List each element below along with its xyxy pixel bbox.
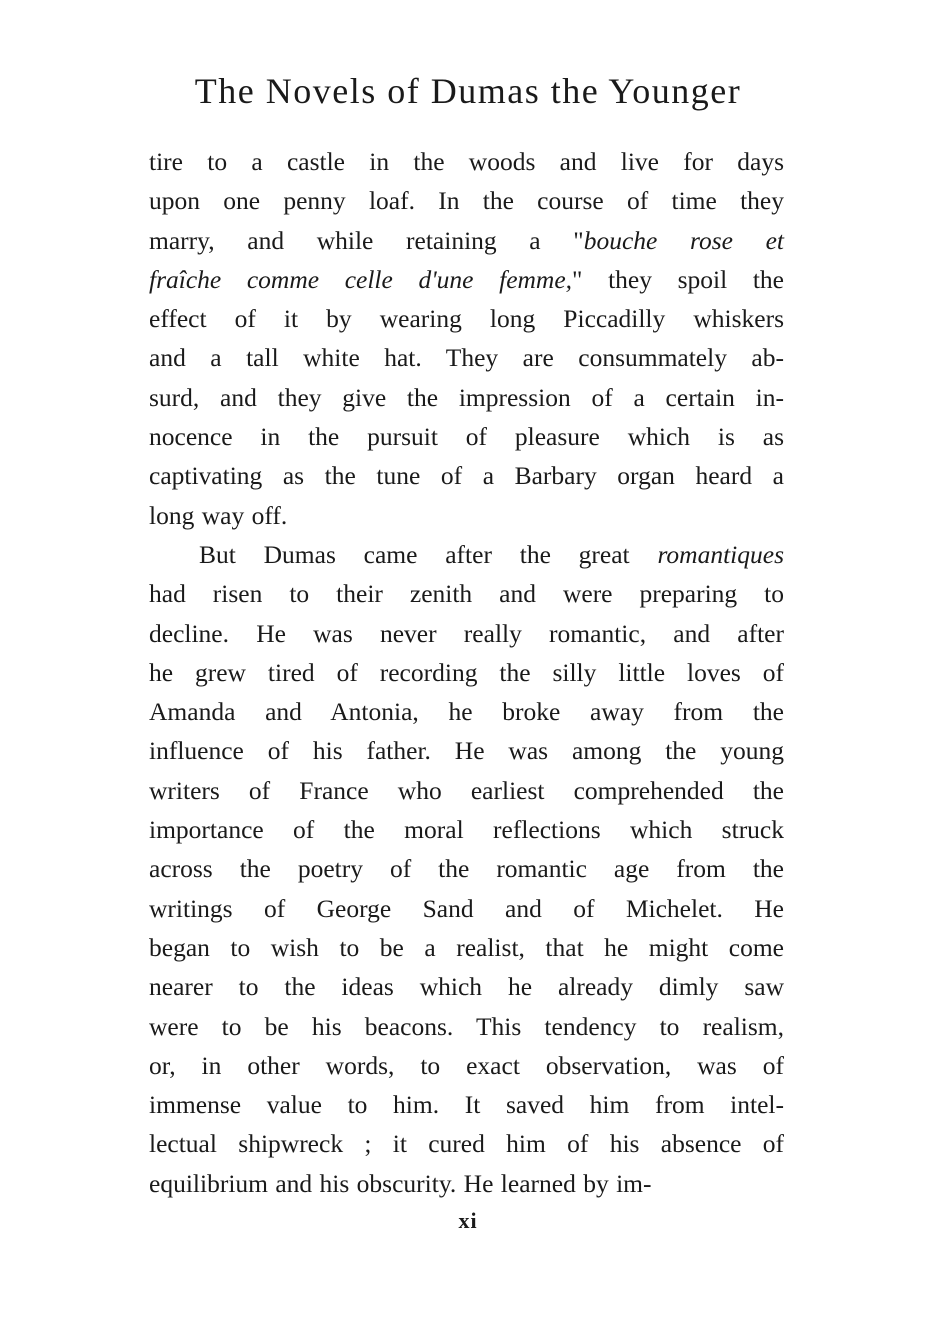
- text-run: nocence in the pursuit of pleasure which is as: [149, 422, 784, 452]
- text-line: [149, 614, 784, 653]
- text-run: lectual shipwreck ; it cured him of his absence of: [149, 1129, 784, 1159]
- text-line: [149, 417, 784, 456]
- text-line: [149, 221, 784, 260]
- text-line: [149, 142, 784, 181]
- text-run: decline. He was never really romantic, and after: [149, 618, 784, 648]
- text-line: [149, 810, 784, 849]
- text-line: [149, 1046, 784, 1085]
- page-body: [149, 142, 784, 1203]
- text-run: writings of George Sand and of Michelet. He: [149, 893, 784, 923]
- text-line: [149, 299, 784, 338]
- text-run: had risen to their zenith and were preparing to: [149, 579, 784, 609]
- text-line: [149, 338, 784, 377]
- text-run: long way off.: [149, 500, 288, 530]
- text-run: writers of France who earliest comprehended the: [149, 775, 784, 805]
- text-line: [149, 1164, 784, 1203]
- text-line: [149, 181, 784, 220]
- text-run: equilibrium and his obscurity. He learned by im-: [149, 1168, 652, 1198]
- paragraph-dumas-realism: [149, 535, 784, 1203]
- text-run: and a tall white hat. They are consummately ab-: [149, 343, 784, 373]
- italic-phrase: bouche rose et: [583, 225, 784, 255]
- text-run: importance of the moral reflections which struck: [149, 815, 784, 845]
- text-run: " they spoil the: [572, 264, 784, 294]
- text-run: upon one penny loaf. In the course of time they: [149, 186, 784, 216]
- text-line: [149, 928, 784, 967]
- text-line: [149, 378, 784, 417]
- text-run: nearer to the ideas which he already dimly saw: [149, 972, 784, 1002]
- text-run: marry, and while retaining a ": [149, 225, 584, 255]
- text-run: effect of it by wearing long Piccadilly whiskers: [149, 304, 784, 334]
- text-line: [149, 496, 784, 535]
- text-line: [149, 456, 784, 495]
- text-run: influence of his father. He was among the young: [149, 736, 784, 766]
- text-run: began to wish to be a realist, that he might come: [149, 932, 784, 962]
- text-line: [149, 1007, 784, 1046]
- text-run: were to be his beacons. This tendency to realism,: [149, 1011, 784, 1041]
- text-run: he grew tired of recording the silly little loves of: [149, 657, 784, 687]
- text-run: or, in other words, to exact observation, was of: [149, 1050, 784, 1080]
- text-run: Amanda and Antonia, he broke away from the: [149, 697, 784, 727]
- running-title: The Novels of Dumas the Younger: [194, 71, 742, 111]
- italic-phrase: romantiques: [657, 539, 784, 569]
- text-line: [149, 574, 784, 613]
- text-run: surd, and they give the impression of a certain in-: [149, 382, 784, 412]
- text-line: [149, 653, 784, 692]
- text-run: captivating as the tune of a Barbary organ heard a: [149, 461, 784, 491]
- text-line: [149, 260, 784, 299]
- text-line: [149, 692, 784, 731]
- page-number: xi: [458, 1208, 478, 1233]
- text-line: [149, 849, 784, 888]
- paragraph-continued: [149, 142, 784, 535]
- text-run: across the poetry of the romantic age from the: [149, 854, 784, 884]
- text-run: immense value to him. It saved him from intel-: [149, 1090, 784, 1120]
- text-line: [149, 1124, 784, 1163]
- text-line: [149, 731, 784, 770]
- text-line: [149, 1085, 784, 1124]
- text-run: tire to a castle in the woods and live for days: [149, 147, 784, 176]
- text-run: But Dumas came after the great: [199, 539, 658, 569]
- text-line: [149, 967, 784, 1006]
- text-line: [149, 771, 784, 810]
- italic-phrase: fraîche comme celle d'une femme,: [149, 264, 573, 294]
- text-line: [149, 889, 784, 928]
- text-line: [149, 535, 784, 574]
